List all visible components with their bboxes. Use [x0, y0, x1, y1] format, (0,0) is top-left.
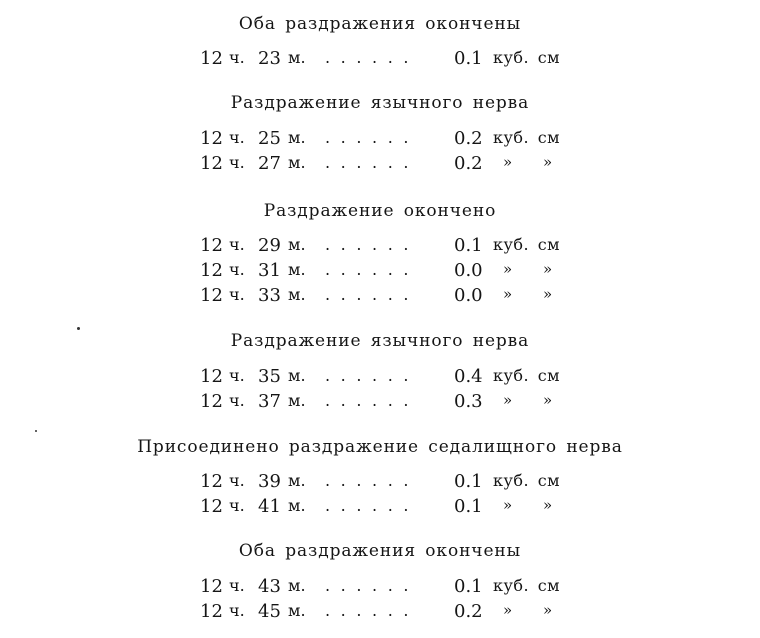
minute-value: 25: [258, 128, 281, 149]
minute-value: 43: [258, 576, 281, 597]
leader-dots: ......: [325, 153, 420, 172]
ditto-mark: »: [503, 260, 513, 278]
volume-value: 0.3: [454, 391, 483, 412]
volume-unit: куб. см: [493, 366, 561, 385]
hour-unit: ч.: [229, 471, 245, 490]
ditto-mark: »: [543, 496, 553, 514]
minute-unit: м.: [288, 366, 306, 385]
hour-unit: ч.: [229, 260, 245, 279]
time-row: [0, 471, 760, 497]
hour-value: 12: [200, 285, 223, 306]
volume-unit: куб. см: [493, 128, 561, 147]
volume-value: 0.4: [454, 366, 483, 387]
leader-dots: ......: [325, 391, 420, 410]
section-heading: Раздражение язычного нерва: [230, 93, 530, 113]
volume-unit: куб. см: [493, 471, 561, 490]
minute-value: 41: [258, 496, 281, 517]
hour-value: 12: [200, 576, 223, 597]
hour-unit: ч.: [229, 496, 245, 515]
ditto-mark: »: [503, 391, 513, 409]
hour-value: 12: [200, 128, 223, 149]
leader-dots: ......: [325, 601, 420, 620]
minute-value: 35: [258, 366, 281, 387]
ditto-mark: »: [543, 260, 553, 278]
time-row: [0, 366, 760, 392]
hour-value: 12: [200, 391, 223, 412]
hour-value: 12: [200, 601, 223, 622]
leader-dots: ......: [325, 235, 420, 254]
time-row: [0, 153, 760, 179]
time-row: [0, 48, 760, 74]
minute-unit: м.: [288, 260, 306, 279]
minute-unit: м.: [288, 285, 306, 304]
minute-value: 31: [258, 260, 281, 281]
scan-speck: [35, 430, 37, 432]
minute-unit: м.: [288, 576, 306, 595]
ditto-mark: »: [543, 391, 553, 409]
minute-unit: м.: [288, 48, 306, 67]
ditto-mark: »: [543, 601, 553, 619]
volume-value: 0.0: [454, 260, 483, 281]
leader-dots: ......: [325, 366, 420, 385]
leader-dots: ......: [325, 496, 420, 515]
hour-unit: ч.: [229, 285, 245, 304]
ditto-mark: »: [543, 285, 553, 303]
volume-value: 0.2: [454, 601, 483, 622]
time-row: [0, 391, 760, 417]
volume-value: 0.1: [454, 496, 483, 517]
hour-value: 12: [200, 235, 223, 256]
hour-unit: ч.: [229, 153, 245, 172]
time-row: [0, 128, 760, 154]
minute-value: 37: [258, 391, 281, 412]
minute-unit: м.: [288, 601, 306, 620]
ditto-mark: »: [503, 285, 513, 303]
volume-value: 0.2: [454, 153, 483, 174]
minute-value: 23: [258, 48, 281, 69]
hour-unit: ч.: [229, 391, 245, 410]
volume-value: 0.1: [454, 48, 483, 69]
leader-dots: ......: [325, 260, 420, 279]
hour-unit: ч.: [229, 235, 245, 254]
ditto-mark: »: [503, 496, 513, 514]
section-heading: Раздражение окончено: [263, 201, 497, 221]
volume-unit: куб. см: [493, 576, 561, 595]
scan-speck: [77, 327, 80, 330]
minute-value: 33: [258, 285, 281, 306]
leader-dots: ......: [325, 128, 420, 147]
hour-value: 12: [200, 260, 223, 281]
volume-value: 0.2: [454, 128, 483, 149]
minute-value: 39: [258, 471, 281, 492]
hour-unit: ч.: [229, 576, 245, 595]
volume-unit: куб. см: [493, 235, 561, 254]
minute-unit: м.: [288, 153, 306, 172]
section-heading: Присоединено раздражение седалищного нерва: [137, 437, 623, 457]
time-row: [0, 576, 760, 602]
volume-value: 0.1: [454, 235, 483, 256]
hour-unit: ч.: [229, 128, 245, 147]
section-heading: Раздражение язычного нерва: [230, 331, 530, 351]
hour-value: 12: [200, 496, 223, 517]
minute-unit: м.: [288, 235, 306, 254]
hour-unit: ч.: [229, 366, 245, 385]
minute-unit: м.: [288, 496, 306, 515]
minute-value: 45: [258, 601, 281, 622]
section-heading: Оба раздражения окончены: [238, 541, 522, 561]
leader-dots: ......: [325, 576, 420, 595]
hour-value: 12: [200, 153, 223, 174]
hour-unit: ч.: [229, 48, 245, 67]
volume-value: 0.1: [454, 471, 483, 492]
hour-value: 12: [200, 48, 223, 69]
minute-unit: м.: [288, 471, 306, 490]
time-row: [0, 601, 760, 627]
hour-value: 12: [200, 366, 223, 387]
minute-value: 29: [258, 235, 281, 256]
volume-value: 0.0: [454, 285, 483, 306]
ditto-mark: »: [503, 153, 513, 171]
leader-dots: ......: [325, 285, 420, 304]
hour-value: 12: [200, 471, 223, 492]
minute-unit: м.: [288, 128, 306, 147]
time-row: [0, 285, 760, 311]
time-row: [0, 260, 760, 286]
section-heading: Оба раздражения окончены: [238, 14, 522, 34]
minute-value: 27: [258, 153, 281, 174]
volume-value: 0.1: [454, 576, 483, 597]
time-row: [0, 235, 760, 261]
hour-unit: ч.: [229, 601, 245, 620]
minute-unit: м.: [288, 391, 306, 410]
volume-unit: куб. см: [493, 48, 561, 67]
ditto-mark: »: [503, 601, 513, 619]
leader-dots: ......: [325, 471, 420, 490]
time-row: [0, 496, 760, 522]
ditto-mark: »: [543, 153, 553, 171]
leader-dots: ......: [325, 48, 420, 67]
